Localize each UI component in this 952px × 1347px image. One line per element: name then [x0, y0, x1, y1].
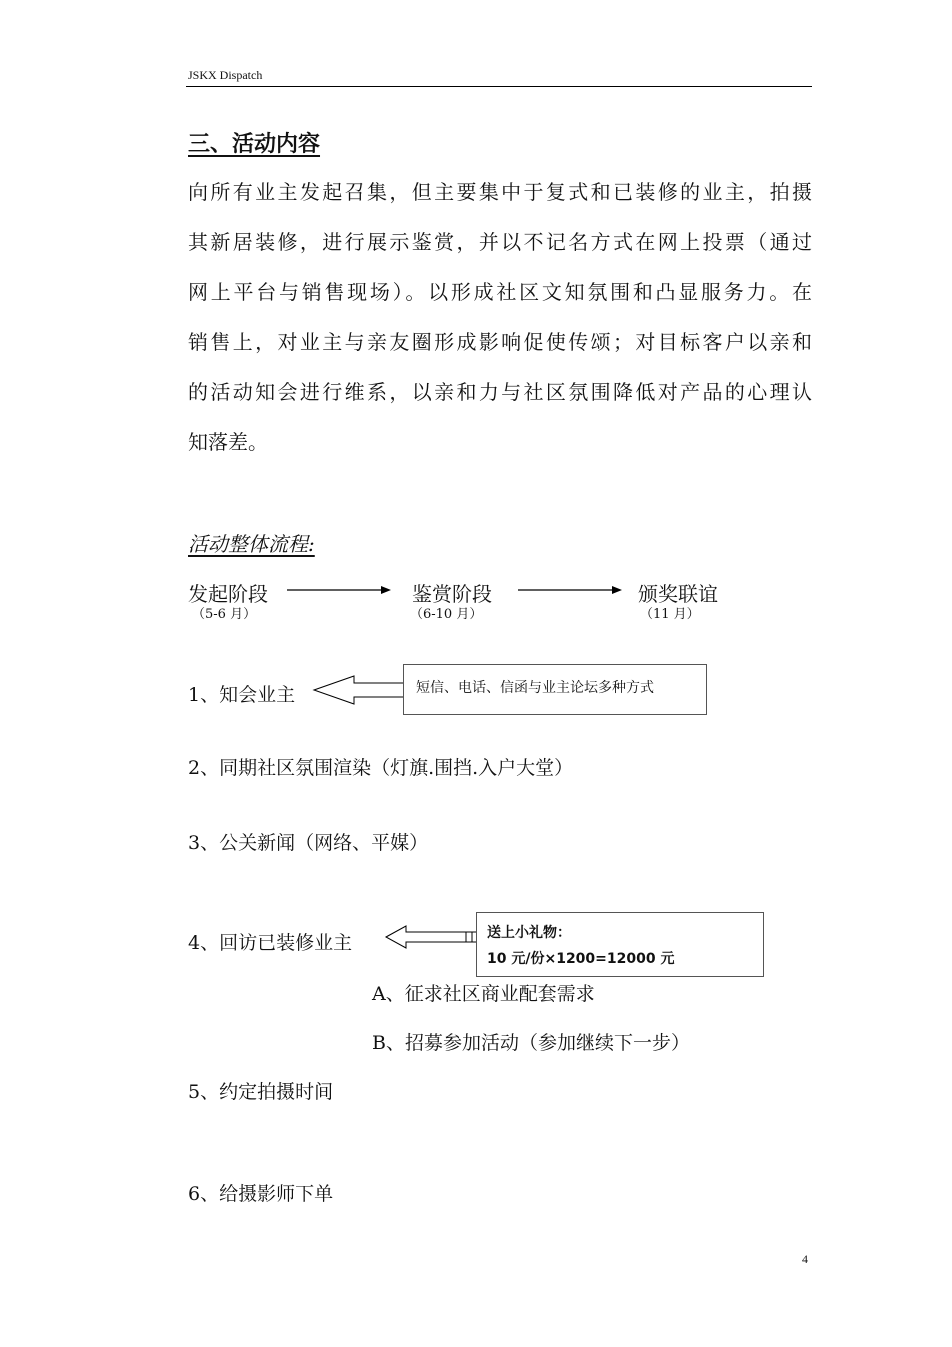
section-title: 三、活动内容	[188, 131, 321, 157]
page-header: JSKX Dispatch	[188, 68, 263, 82]
step-item: 1、知会业主	[188, 684, 296, 706]
callout-text: 10 元/份×1200=12000 元	[487, 951, 675, 967]
flow-title: 活动整体流程:	[188, 532, 315, 556]
substep-item: A、征求社区商业配套需求	[372, 983, 595, 1005]
step-item: 5、约定拍摄时间	[188, 1081, 334, 1103]
step-item: 3、公关新闻（网络、平媒）	[188, 832, 429, 854]
callout-text: 送上小礼物：	[487, 925, 571, 941]
flow-stage-name: 鉴赏阶段	[412, 582, 492, 606]
step-item: 4、回访已装修业主	[188, 932, 353, 954]
step-item: 2、同期社区氛围渲染（灯旗.围挡.入户大堂）	[188, 757, 574, 779]
flow-arrow-1	[285, 582, 395, 598]
flow-stage-period: （6-10 月）	[410, 607, 483, 622]
page-number: 4	[802, 1252, 808, 1266]
paragraph-line: 知落差。	[188, 430, 268, 454]
paragraph-line: 向所有业主发起召集，但主要集中于复式和已装修的业主，拍摄	[188, 180, 812, 204]
header-divider	[186, 86, 812, 87]
substep-item: B、招募参加活动（参加继续下一步）	[372, 1032, 690, 1054]
left-block-arrow-icon	[384, 924, 480, 950]
callout-text: 短信、电话、信函与业主论坛多种方式	[416, 680, 654, 696]
callout-box-step1	[403, 664, 707, 715]
flow-stage-name: 颁奖联谊	[638, 582, 718, 606]
step-item: 6、给摄影师下单	[188, 1183, 334, 1205]
flow-stage-period: （5-6 月）	[192, 607, 257, 622]
paragraph-line: 其新居装修，进行展示鉴赏，并以不记名方式在网上投票（通过	[188, 230, 812, 254]
flow-stage-period: （11 月）	[640, 607, 700, 622]
callout-box-step4	[476, 912, 764, 977]
paragraph-line: 网上平台与销售现场）。以形成社区文知氛围和凸显服务力。在	[188, 280, 812, 304]
flow-arrow-2	[516, 582, 626, 598]
left-block-arrow-icon	[312, 674, 406, 706]
flow-stage-name: 发起阶段	[188, 582, 268, 606]
paragraph-line: 销售上，对业主与亲友圈形成影响促使传颂；对目标客户以亲和	[188, 330, 812, 354]
paragraph-line: 的活动知会进行维系，以亲和力与社区氛围降低对产品的心理认	[188, 380, 812, 404]
